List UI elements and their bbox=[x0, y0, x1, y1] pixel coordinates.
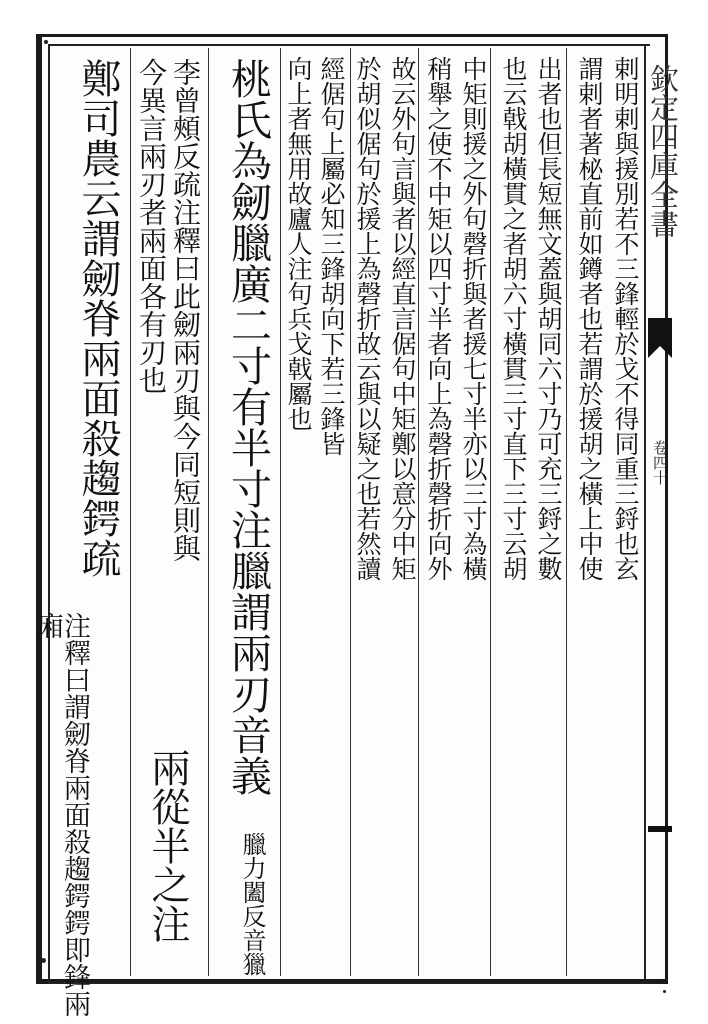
column-rule bbox=[566, 48, 567, 976]
text-column: 剌明剌與援別若不三鋒輕於戈不得同重三鋝也玄 bbox=[611, 56, 640, 581]
scan-speck bbox=[41, 958, 46, 963]
text-column: 稍舉之使不中矩以四寸半者向上為磬折磬折向外 bbox=[424, 56, 453, 581]
column-rule bbox=[280, 48, 281, 976]
text-column: 注釋曰謂劒脊兩面殺趨鍔鍔即鋒兩廂 bbox=[32, 612, 90, 1017]
text-column: 中矩則援之外句磬折與者援七寸半亦以三寸為橫 bbox=[459, 56, 488, 581]
text-column-main: 桃氏為劒臘廣二寸有半寸注臘謂兩刃音義 bbox=[224, 58, 272, 796]
text-column-main: 鄭司農云謂劒脊兩面殺趨鍔疏 bbox=[75, 58, 121, 578]
text-column: 謂剌者著柲直前如鐏者也若謂於援胡之橫上中使 bbox=[575, 56, 604, 581]
text-column: 今異言兩刃者兩面各有刃也 bbox=[135, 58, 168, 394]
scan-speck bbox=[663, 990, 666, 993]
column-rule bbox=[418, 48, 419, 976]
text-column: 於胡似倨句於援上為磬折故云與以疑之也若然讀 bbox=[353, 56, 382, 581]
fishtail-mark-lower bbox=[648, 826, 672, 832]
text-column: 故云外句言與者以經直言倨句中矩鄭以意分中矩 bbox=[388, 56, 417, 581]
scan-speck bbox=[44, 40, 48, 44]
text-column: 李曾頰反疏注釋曰此劒兩刃與今同短則與 bbox=[169, 58, 202, 562]
margin-header: 欽定四庫全書 bbox=[646, 64, 680, 238]
column-rule bbox=[130, 48, 131, 976]
margin-juan: 卷四十 bbox=[651, 440, 669, 485]
text-column: 臘力闔反音獵 bbox=[238, 832, 266, 976]
text-column: 也云戟胡橫貫之者胡六寸橫貫三寸直下三寸云胡 bbox=[499, 56, 528, 581]
text-column: 向上者無用故廬人注句兵戈戟屬也 bbox=[284, 56, 313, 431]
text-column: 出者也但長短無文蓋與胡同六寸乃可充三鋝之數 bbox=[534, 56, 563, 581]
column-rule bbox=[208, 48, 209, 976]
column-rule bbox=[350, 48, 351, 976]
text-column: 經倨句上屬必知三鋒胡向下若三鋒皆 bbox=[317, 56, 346, 456]
text-column-main: 兩從半之注 bbox=[145, 748, 190, 943]
column-rule bbox=[490, 48, 491, 976]
